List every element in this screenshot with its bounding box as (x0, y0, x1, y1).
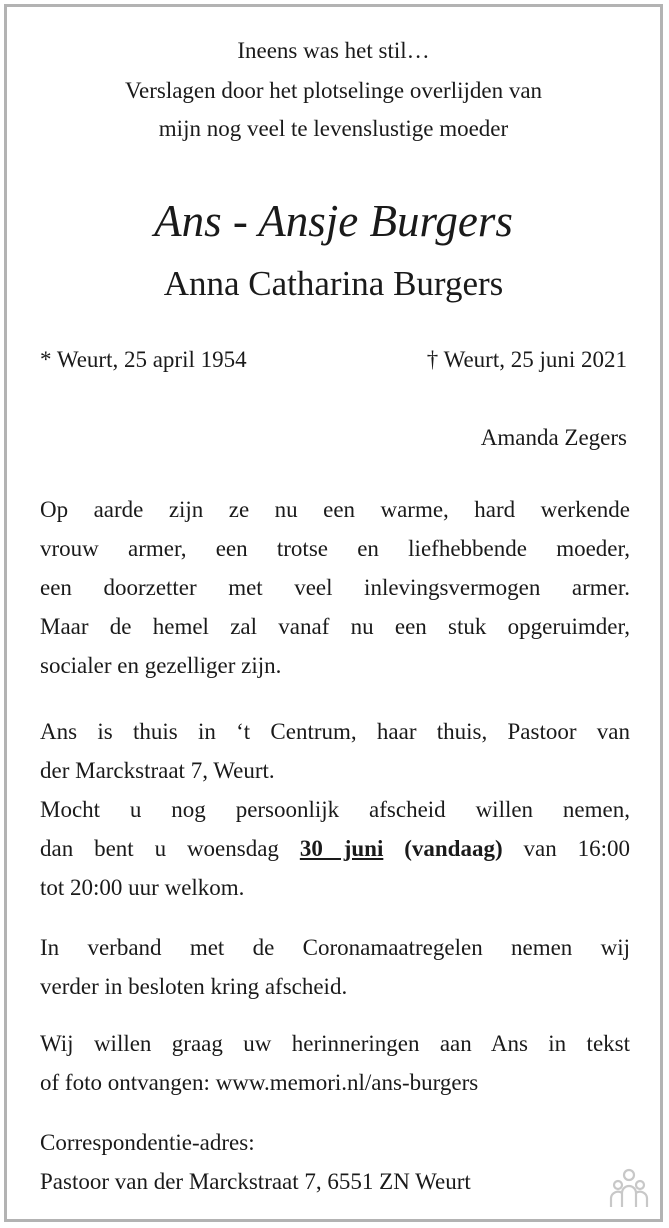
deceased-call-name: Ans - Ansje Burgers (154, 196, 513, 246)
memories-line: of foto ontvangen: www.memori.nl/ans-burgers (40, 1070, 479, 1095)
address-text: Pastoor van der Marckstraat 7, 6551 ZN Weurt (40, 1169, 471, 1194)
visit-line: tot 20:00 uur welkom. (40, 875, 245, 900)
signed-by: Amanda Zegers (480, 425, 627, 450)
visit-today: (vandaag) (404, 836, 503, 861)
tribute-line: Maar de hemel zal vanaf nu een stuk opgeruimder, (40, 614, 630, 639)
visit-line: der Marckstraat 7, Weurt. (40, 758, 275, 783)
memories-line: Wij willen graag uw herinneringen aan Ans in tekst (40, 1031, 630, 1056)
birth-info: * Weurt, 25 april 1954 (40, 347, 247, 372)
tribute-line: socialer en gezelliger zijn. (40, 653, 282, 678)
visit-day-text: dan bent u woensdag (40, 836, 279, 861)
visit-line-date (40, 837, 630, 860)
visit-date: 30 juni (299, 836, 384, 861)
obituary-card (4, 4, 663, 1222)
visit-line: Mocht u nog persoonlijk afscheid willen nemen, (40, 797, 630, 822)
visit-time-start: van 16:00 (523, 836, 631, 861)
corona-line: In verband met de Coronamaatregelen nemen wij (40, 935, 630, 960)
intro-line: mijn nog veel te levenslustige moeder (158, 116, 509, 141)
tribute-line: vrouw armer, een trotse en liefhebbende moeder, (40, 536, 630, 561)
visit-line: Ans is thuis in ‘t Centrum, haar thuis, Pastoor van (40, 719, 630, 744)
address-label: Correspondentie-adres: (40, 1130, 255, 1155)
tribute-line: een doorzetter met veel inlevingsvermogen armer. (40, 575, 630, 600)
corona-line: verder in besloten kring afscheid. (40, 974, 348, 999)
deceased-full-name: Anna Catharina Burgers (163, 264, 504, 303)
tribute-line: Op aarde zijn ze nu een warme, hard werkende (40, 497, 630, 522)
intro-line: Ineens was het stil… (237, 38, 430, 63)
death-info: † Weurt, 25 juni 2021 (426, 347, 627, 372)
memori-people-icon (606, 1167, 652, 1211)
intro-line: Verslagen door het plotselinge overlijden van (124, 78, 543, 103)
